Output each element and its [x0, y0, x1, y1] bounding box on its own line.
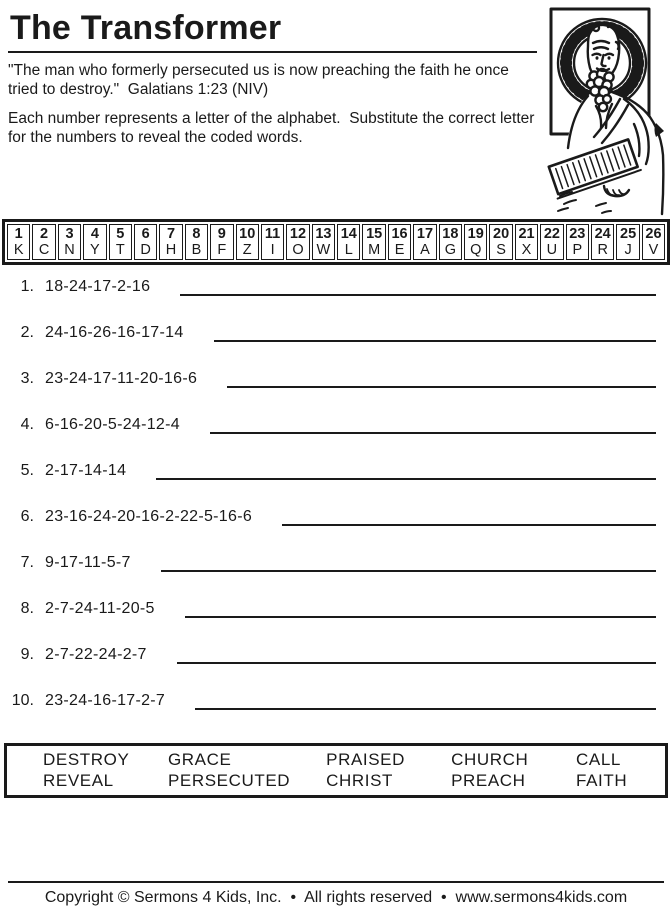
puzzle-row-9 [8, 646, 656, 664]
cipher-number: 12 [289, 226, 307, 242]
puzzle-row-7 [8, 554, 656, 572]
puzzle-row-3 [8, 370, 656, 388]
puzzle-list [8, 278, 656, 738]
footer-text: Copyright © Sermons 4 Kids, Inc. • All rights reserved • www.sermons4kids.com [44, 889, 628, 906]
word-bank-word: PERSECUTED [167, 771, 291, 790]
cipher-number: 7 [167, 226, 176, 242]
instructions [8, 110, 548, 147]
cipher-cell-6 [134, 224, 157, 260]
puzzle-code: 2-7-22-24-2-7 [45, 646, 147, 663]
puzzle-index: 8. [20, 600, 34, 617]
cipher-number: 22 [543, 226, 560, 242]
title-rule [8, 51, 537, 53]
cipher-number: 1 [14, 226, 23, 242]
cipher-cell-24 [591, 224, 614, 260]
verse-quote-line2: tried to destroy." Galatians 1:23 (NIV) [8, 80, 269, 98]
cipher-cell-18 [439, 224, 462, 260]
cipher-letter: N [64, 242, 75, 258]
puzzle-code: 6-16-20-5-24-12-4 [45, 416, 180, 433]
cipher-letter: K [13, 242, 24, 258]
puzzle-code: 2-17-14-14 [45, 462, 127, 479]
cipher-cell-4 [83, 224, 106, 260]
instructions-line2: for the numbers to reveal the coded words. [8, 128, 303, 146]
cipher-letter: E [394, 242, 405, 258]
cipher-cell-22 [540, 224, 563, 260]
answer-blank[interactable] [195, 694, 656, 710]
cipher-letter: T [115, 242, 125, 258]
cipher-number: 2 [40, 226, 49, 242]
cipher-cell-2 [32, 224, 55, 260]
cipher-letter: W [316, 242, 331, 258]
word-bank-word: PRAISED [326, 750, 405, 769]
puzzle-row-10 [8, 692, 656, 710]
cipher-letter: U [546, 242, 558, 258]
cipher-number: 16 [391, 226, 408, 242]
cipher-letter: Q [470, 242, 482, 258]
cipher-number: 19 [467, 226, 484, 242]
answer-blank[interactable] [177, 648, 656, 664]
cipher-cell-20 [489, 224, 512, 260]
puzzle-code: 23-24-16-17-2-7 [45, 692, 166, 709]
cipher-letter: J [624, 242, 632, 258]
cipher-cell-15 [362, 224, 385, 260]
cipher-letter: F [217, 242, 227, 258]
puzzle-code: 2-7-24-11-20-5 [45, 600, 155, 617]
footer [8, 881, 664, 909]
instructions-line1: Each number represents a letter of the alphabet. Substitute the correct letter [8, 110, 535, 127]
verse-quote [8, 62, 548, 99]
answer-blank[interactable] [210, 418, 656, 434]
puzzle-code: 18-24-17-2-16 [45, 278, 151, 295]
cipher-cell-26 [642, 224, 665, 260]
cipher-cell-8 [185, 224, 208, 260]
puzzle-index: 5. [20, 462, 34, 479]
cipher-cell-17 [413, 224, 436, 260]
cipher-cell-25 [616, 224, 639, 260]
answer-blank[interactable] [227, 372, 656, 388]
cipher-cell-19 [464, 224, 487, 260]
cipher-number: 10 [239, 226, 256, 242]
cipher-letter: G [444, 242, 456, 258]
puzzle-row-8 [8, 600, 656, 618]
word-bank-word: PREACH [451, 771, 526, 790]
answer-blank[interactable] [282, 510, 656, 526]
header [8, 8, 548, 147]
page-title: The Transformer [10, 9, 282, 47]
cipher-letter: M [368, 242, 381, 258]
cipher-number: 4 [90, 226, 99, 242]
cipher-cell-10 [236, 224, 259, 260]
cipher-number: 11 [264, 226, 281, 242]
word-bank-word: FAITH [576, 771, 628, 790]
puzzle-code: 24-16-26-16-17-14 [45, 324, 184, 341]
puzzle-index: 9. [20, 646, 34, 663]
cipher-letter: V [648, 242, 659, 258]
answer-blank[interactable] [156, 464, 656, 480]
cipher-letter: B [191, 242, 202, 258]
cipher-cell-5 [109, 224, 132, 260]
cipher-number: 20 [493, 226, 510, 242]
cipher-letter: X [521, 242, 532, 258]
cipher-number: 26 [645, 226, 662, 242]
cipher-cell-13 [312, 224, 335, 260]
cipher-cell-23 [566, 224, 589, 260]
cipher-cell-9 [210, 224, 233, 260]
word-bank-word: REVEAL [43, 771, 114, 790]
cipher-cell-3 [58, 224, 81, 260]
puzzle-index: 7. [20, 554, 34, 571]
answer-blank[interactable] [214, 326, 656, 342]
cipher-number: 17 [416, 226, 434, 242]
cipher-number: 3 [65, 226, 74, 242]
cipher-letter: L [344, 242, 353, 258]
puzzle-row-5 [8, 462, 656, 480]
puzzle-index: 1. [20, 278, 34, 295]
cipher-cell-12 [286, 224, 309, 260]
cipher-letter: R [597, 242, 608, 258]
eye-right [608, 56, 611, 60]
cipher-cell-16 [388, 224, 411, 260]
cipher-letter: H [165, 242, 177, 258]
cipher-number: 8 [192, 226, 201, 242]
word-bank-word: CHRIST [326, 771, 394, 790]
cipher-letter: Y [90, 242, 100, 258]
cipher-number: 24 [594, 226, 611, 242]
cipher-cell-21 [515, 224, 538, 260]
cipher-number: 13 [315, 226, 332, 242]
puzzle-row-2 [8, 324, 656, 342]
cipher-number: 6 [141, 226, 150, 242]
puzzle-row-4 [8, 416, 656, 434]
cipher-number: 9 [217, 226, 226, 242]
cipher-number: 25 [620, 226, 637, 242]
puzzle-index: 10. [11, 692, 34, 709]
cipher-table [2, 219, 670, 265]
puzzle-index: 3. [20, 370, 34, 387]
puzzle-row-6 [8, 508, 656, 526]
cipher-number: 14 [340, 226, 357, 242]
puzzle-index: 2. [20, 324, 34, 341]
answer-blank[interactable] [161, 556, 656, 572]
answer-blank[interactable] [185, 602, 656, 618]
word-bank [4, 743, 668, 798]
puzzle-index: 4. [20, 416, 34, 433]
cipher-letter: A [420, 242, 430, 258]
answer-blank[interactable] [180, 280, 656, 296]
word-bank-word: DESTROY [43, 750, 130, 769]
word-bank-word: GRACE [167, 750, 232, 769]
cipher-letter: C [38, 242, 50, 258]
cipher-number: 15 [366, 226, 383, 242]
puzzle-row-1 [8, 278, 656, 296]
cipher-number: 23 [569, 226, 586, 242]
word-bank-word: CALL [576, 750, 621, 769]
word-bank-word: CHURCH [451, 750, 529, 769]
cipher-letter: D [140, 242, 151, 258]
cipher-number: 5 [116, 226, 125, 242]
cipher-letter: S [496, 242, 506, 258]
puzzle-code: 9-17-11-5-7 [45, 554, 131, 571]
eye-left [596, 56, 599, 60]
cipher-cell-14 [337, 224, 360, 260]
cipher-cell-7 [159, 224, 182, 260]
cipher-number: 21 [518, 226, 535, 242]
verse-quote-line1: "The man who formerly persecuted us is now preaching the faith he once [8, 62, 509, 79]
cipher-number: 18 [442, 226, 459, 242]
puzzle-code: 23-16-24-20-16-2-22-5-16-6 [45, 508, 253, 525]
cipher-letter: Z [242, 242, 252, 258]
cipher-letter: P [572, 242, 583, 258]
apostle-paul-illustration [546, 2, 670, 216]
puzzle-code: 23-24-17-11-20-16-6 [45, 370, 198, 387]
cipher-cell-1 [7, 224, 30, 260]
cipher-letter: I [270, 242, 275, 258]
cipher-letter: O [292, 242, 304, 258]
cipher-cell-11 [261, 224, 284, 260]
puzzle-index: 6. [20, 508, 34, 525]
